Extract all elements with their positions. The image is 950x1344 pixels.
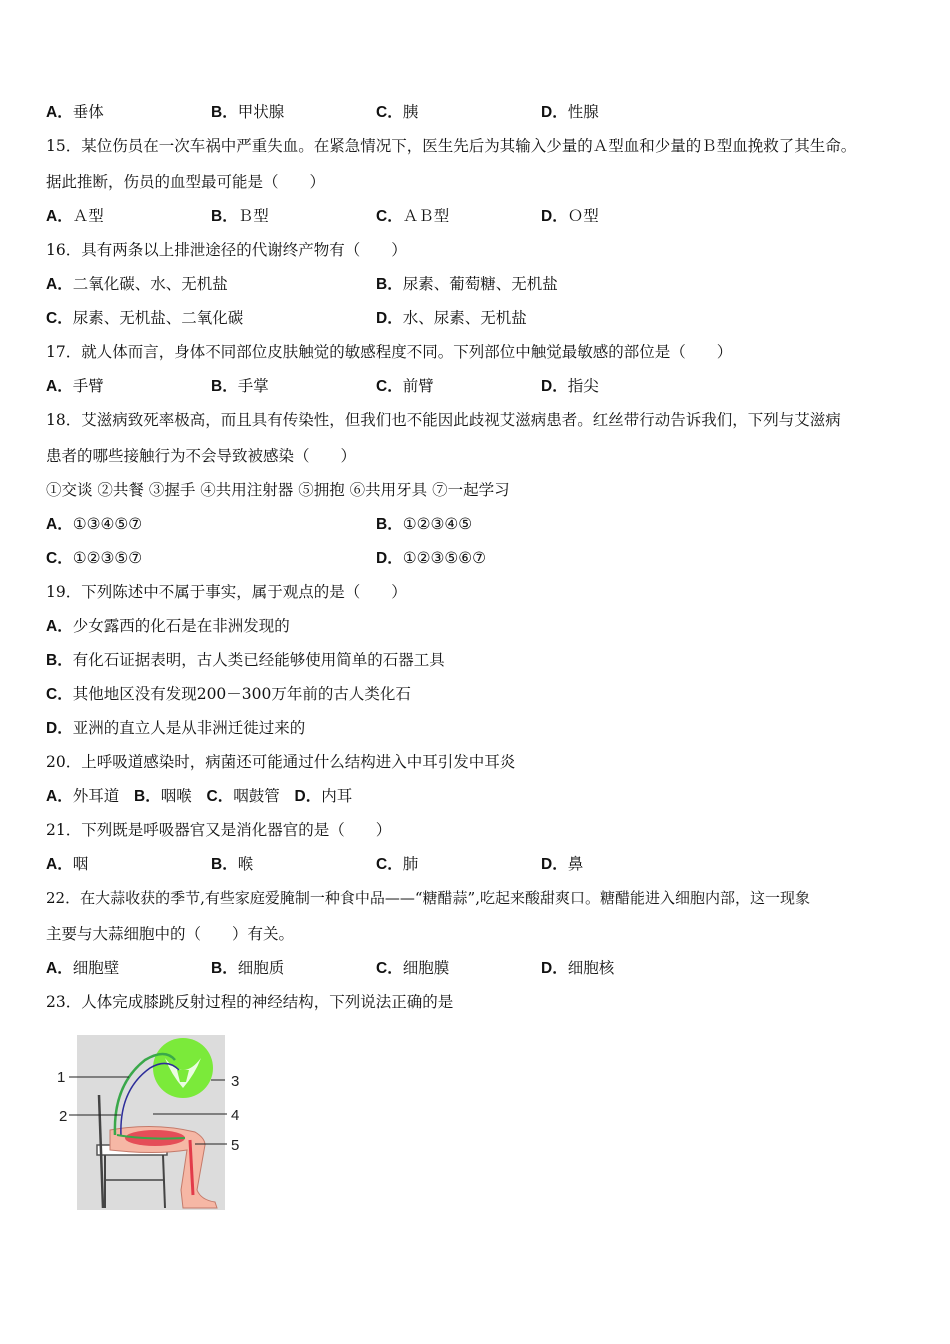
q19-option-d: D．亚洲的直立人是从非洲迁徙过来的 bbox=[46, 719, 306, 737]
q19-option-a: A．少女露西的化石是在非洲发现的 bbox=[46, 617, 290, 635]
q15-option-b: B．Ｂ型 bbox=[211, 207, 269, 225]
q15-stem-line1: 15．某位伤员在一次车祸中严重失血。在紧急情况下，医生先后为其输入少量的Ａ型血和少量的Ｂ型血挽救了其生命。 bbox=[46, 137, 857, 155]
q23-stem: 23．人体完成膝跳反射过程的神经结构，下列说法正确的是 bbox=[46, 993, 454, 1011]
q22-option-d: D．细胞核 bbox=[541, 959, 615, 977]
q17-stem: 17．就人体而言，身体不同部位皮肤触觉的敏感程度不同。下列部位中触觉最敏感的部位是（ ） bbox=[46, 343, 733, 361]
q21-option-c: C．肺 bbox=[376, 855, 419, 873]
q14-option-c: C．胰 bbox=[376, 103, 419, 121]
q17-option-b: B．手掌 bbox=[211, 377, 269, 395]
q17-option-a: A．手臂 bbox=[46, 377, 104, 395]
q16-option-a: A．二氧化碳、水、无机盐 bbox=[46, 275, 228, 293]
q20-stem: 20．上呼吸道感染时，病菌还可能通过什么结构进入中耳引发中耳炎 bbox=[46, 753, 516, 771]
figure-label-5: 5 bbox=[231, 1137, 240, 1154]
q22-stem-line1: 22．在大蒜收获的季节,有些家庭爱腌制一种食中品——“糖醋蒜”,吃起来酸甜爽口。糖醋能进入细胞内部，这一现象 bbox=[46, 889, 810, 907]
q20-options: A．外耳道 B．咽喉 C．咽鼓管 D．内耳 bbox=[46, 787, 353, 805]
q14-option-a: A．垂体 bbox=[46, 103, 104, 121]
q17-option-c: C．前臂 bbox=[376, 377, 434, 395]
q22-option-c: C．细胞膜 bbox=[376, 959, 450, 977]
q14-option-d: D．性腺 bbox=[541, 103, 599, 121]
q18-stem-line1: 18．艾滋病致死率极高，而且具有传染性，但我们也不能因此歧视艾滋病患者。红丝带行动告诉我们，下列与艾滋病 bbox=[46, 411, 841, 429]
figure-label-3: 3 bbox=[231, 1073, 240, 1090]
q21-stem: 21．下列既是呼吸器官又是消化器官的是（ ） bbox=[46, 821, 392, 839]
q21-option-b: B．喉 bbox=[211, 855, 254, 873]
q21-option-d: D．鼻 bbox=[541, 855, 584, 873]
spinal-cord-icon bbox=[153, 1038, 213, 1098]
q16-option-d: D．水、尿素、无机盐 bbox=[376, 309, 527, 327]
q22-stem-line2: 主要与大蒜细胞中的（ ）有关。 bbox=[46, 925, 295, 943]
knee-reflex-figure bbox=[55, 1030, 255, 1215]
q22-option-b: B．细胞质 bbox=[211, 959, 285, 977]
q19-option-c: C．其他地区没有发现200－300万年前的古人类化石 bbox=[46, 685, 411, 703]
q17-option-d: D．指尖 bbox=[541, 377, 599, 395]
figure-label-1: 1 bbox=[57, 1069, 66, 1086]
q15-stem-line2: 据此推断，伤员的血型最可能是（ ） bbox=[46, 173, 326, 191]
q16-option-c: C．尿素、无机盐、二氧化碳 bbox=[46, 309, 244, 327]
q18-option-b: B．①②③④⑤ bbox=[376, 515, 473, 533]
q14-option-b: B．甲状腺 bbox=[211, 103, 285, 121]
figure-label-2: 2 bbox=[59, 1108, 68, 1125]
figure-label-4: 4 bbox=[231, 1107, 240, 1124]
q15-option-a: A．Ａ型 bbox=[46, 207, 104, 225]
q22-option-a: A．细胞壁 bbox=[46, 959, 120, 977]
q21-option-a: A．咽 bbox=[46, 855, 89, 873]
q15-option-c: C．ＡＢ型 bbox=[376, 207, 450, 225]
q18-stem-line2: 患者的哪些接触行为不会导致被感染（ ） bbox=[46, 447, 357, 465]
q18-option-a: A．①③④⑤⑦ bbox=[46, 515, 143, 533]
q19-option-b: B．有化石证据表明，古人类已经能够使用简单的石器工具 bbox=[46, 651, 445, 669]
q18-option-c: C．①②③⑤⑦ bbox=[46, 549, 143, 567]
q15-option-d: D．Ｏ型 bbox=[541, 207, 599, 225]
q16-stem: 16．具有两条以上排泄途径的代谢终产物有（ ） bbox=[46, 241, 407, 259]
q19-stem: 19．下列陈述中不属于事实，属于观点的是（ ） bbox=[46, 583, 407, 601]
q18-items: ①交谈 ②共餐 ③握手 ④共用注射器 ⑤拥抱 ⑥共用牙具 ⑦一起学习 bbox=[46, 481, 510, 499]
q16-option-b: B．尿素、葡萄糖、无机盐 bbox=[376, 275, 558, 293]
q18-option-d: D．①②③⑤⑥⑦ bbox=[376, 549, 487, 567]
